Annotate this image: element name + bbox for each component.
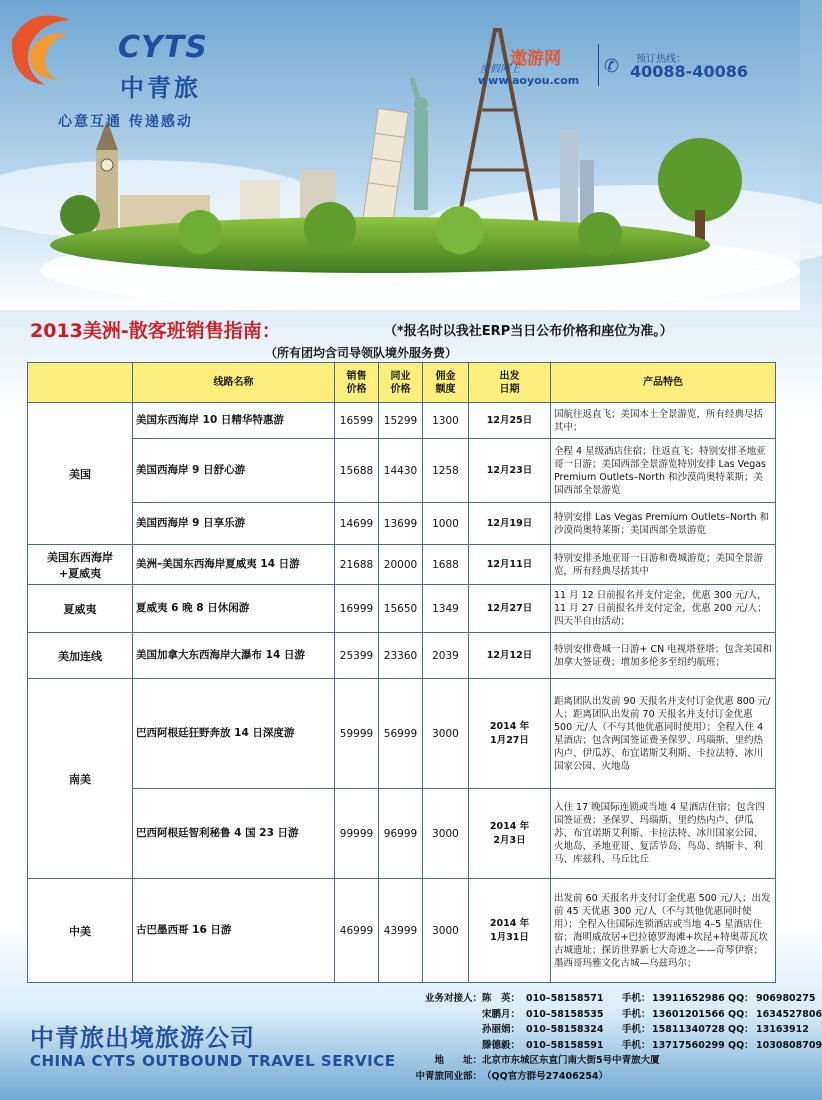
contact-qq[interactable]: 13163912 xyxy=(756,1024,809,1035)
header-route: 线路名称 xyxy=(133,363,335,403)
contact-tel[interactable]: 010–58158535 xyxy=(526,1008,604,1020)
logo-text-cn: 中青旅 xyxy=(120,74,201,102)
route-name: 美国西海岸 9 日舒心游 xyxy=(133,439,335,503)
departure-date: 12月11日 xyxy=(469,545,551,585)
route-name: 美洲–美国东西海岸夏威夷 14 日游 xyxy=(133,545,335,585)
contact-qq[interactable]: 1030808709 xyxy=(756,1039,822,1051)
departure-date: 12月19日 xyxy=(469,503,551,545)
route-name: 夏威夷 6 晚 8 日休闲游 xyxy=(133,585,335,633)
table-row xyxy=(28,439,776,503)
features: 距离团队出发前 90 天报名并支付订金优惠 800 元/人；距离团队出发前 70 天报名并支付订金优惠 500 元/人（不与其他优惠同时使用）；全程入住 4 星酒店；包含两国签证费圣保罗、玛瑙斯、里约热内卢、伊瓜苏、布宜诺斯艾利斯、卡拉法特、冰川国家公园、火地岛 xyxy=(551,679,776,789)
contact-name: 宋鹏月： xyxy=(482,1008,521,1020)
phone-icon: ✆ xyxy=(604,56,620,77)
mobile-label: 手机： xyxy=(622,1039,651,1051)
route-name: 巴西阿根廷狂野奔放 14 日深度游 xyxy=(133,679,335,789)
route-name: 美国东西海岸 10 日精华特惠游 xyxy=(133,403,335,439)
route-name: 美国加拿大东西海岸大瀑布 14 日游 xyxy=(133,633,335,679)
route-name: 美国西海岸 9 日享乐游 xyxy=(133,503,335,545)
contact-name: 陈 英： xyxy=(482,993,521,1004)
contact-mobile[interactable]: 13717560299 xyxy=(652,1039,725,1051)
peer-price: 14430 xyxy=(379,439,423,503)
departure-date: 12月23日 xyxy=(469,439,551,503)
peer-price: 23360 xyxy=(379,633,423,679)
header-peer: 同业 价格 xyxy=(379,363,423,403)
qq-label: QQ： xyxy=(728,993,754,1004)
contact-mobile[interactable]: 13911652986 xyxy=(652,993,725,1004)
contact-tel[interactable]: 010–58158591 xyxy=(526,1039,604,1051)
commission: 3000 xyxy=(423,789,469,879)
header-commission: 佣金 额度 xyxy=(423,363,469,403)
sale-price: 16599 xyxy=(335,403,379,439)
region-cell: 夏威夷 xyxy=(28,585,133,633)
region-cell: 美国东西海岸 +夏威夷 xyxy=(28,545,133,585)
qq-label: QQ： xyxy=(728,1024,754,1035)
commission: 1258 xyxy=(423,439,469,503)
peer-price: 56999 xyxy=(379,679,423,789)
commission: 1349 xyxy=(423,585,469,633)
company-name-en: CHINA CYTS OUTBOUND TRAVEL SERVICE xyxy=(30,1052,396,1070)
commission: 2039 xyxy=(423,633,469,679)
mobile-label: 手机： xyxy=(622,1024,651,1035)
route-name: 巴西阿根廷智利秘鲁 4 国 23 日游 xyxy=(133,789,335,879)
table-row xyxy=(28,879,776,983)
sale-price: 25399 xyxy=(335,633,379,679)
table-row xyxy=(28,633,776,679)
group-qq: （QQ官方群号27406254） xyxy=(482,1070,609,1082)
peer-price: 20000 xyxy=(379,545,423,585)
group-label: 中青旅同业部： xyxy=(415,1070,482,1082)
features: 特别安排圣地亚哥一日游和费城游览；美国全景游览，所有经典尽括其中 xyxy=(551,545,776,585)
aoyou-brand: 遨游网 xyxy=(510,49,561,69)
header-region xyxy=(28,363,133,403)
table-header-row xyxy=(28,363,776,403)
contact-block xyxy=(410,990,822,1083)
page-title: 2013美洲-散客班销售指南： xyxy=(30,320,281,342)
aoyou-tagline: 度假网上 xyxy=(480,64,520,75)
contact-tel[interactable]: 010–58158324 xyxy=(526,1024,604,1035)
sale-price: 59999 xyxy=(335,679,379,789)
group-row xyxy=(410,1068,822,1084)
hotline-label: 预订热线： xyxy=(636,54,686,65)
hero-banner xyxy=(0,0,800,310)
header-divider xyxy=(598,44,599,86)
qq-label: QQ： xyxy=(728,1008,754,1020)
contact-row xyxy=(410,990,822,1006)
features: 入住 17 晚国际连锁或当地 4 星酒店住宿；包含四国签证费；圣保罗、玛瑙斯、里约热内卢、伊瓜苏、布宜诺斯艾利斯、卡拉法特、冰川国家公园、火地岛、圣地亚哥、复活节岛、鸟岛、纳斯卡、利马、库兹科、马丘比丘 xyxy=(551,789,776,879)
features: 特别安排 Las Vegas Premium Outlets–North 和沙漠尚奥特莱斯；美国西部全景游览 xyxy=(551,503,776,545)
region-cell: 美加连线 xyxy=(28,633,133,679)
aoyou-url[interactable]: www.aoyou.com xyxy=(478,74,580,87)
table-row xyxy=(28,545,776,585)
peer-price: 43999 xyxy=(379,879,423,983)
region-cell: 美国 xyxy=(28,403,133,545)
features: 11 月 12 日前报名并支付定金，优惠 300 元/人，11 月 27 日前报名并支付定金，优惠 200 元/人；四天半自由活动； xyxy=(551,585,776,633)
sale-price: 16999 xyxy=(335,585,379,633)
table-row xyxy=(28,503,776,545)
commission: 3000 xyxy=(423,679,469,789)
table-row xyxy=(28,585,776,633)
commission: 1688 xyxy=(423,545,469,585)
departure-date: 2014 年 1月31日 xyxy=(469,879,551,983)
sale-price: 15688 xyxy=(335,439,379,503)
contact-label: 业务对接人： xyxy=(424,993,482,1004)
commission: 1000 xyxy=(423,503,469,545)
sale-price: 14699 xyxy=(335,503,379,545)
address-row xyxy=(410,1052,822,1068)
departure-date: 2014 年 1月27日 xyxy=(469,679,551,789)
table-row xyxy=(28,789,776,879)
commission: 1300 xyxy=(423,403,469,439)
mobile-label: 手机： xyxy=(622,1008,651,1020)
company-name-cn: 中青旅出境旅游公司 xyxy=(30,1024,255,1052)
mobile-label: 手机： xyxy=(622,993,651,1004)
hotline-number[interactable]: 40088-40086 xyxy=(630,62,748,81)
peer-price: 13699 xyxy=(379,503,423,545)
departure-date: 12月25日 xyxy=(469,403,551,439)
features: 全程 4 星级酒店住宿；往返直飞；特别安排圣地亚哥一日游；美国西部全景游览特别安排 Las Vegas Premium Outlets–North 和沙漠尚奥特莱斯；美国西部全景游览 xyxy=(551,439,776,503)
peer-price: 96999 xyxy=(379,789,423,879)
address-text: 北京市东城区东直门南大街5号中青旅大厦 xyxy=(482,1055,660,1066)
departure-date: 12月27日 xyxy=(469,585,551,633)
sale-price: 21688 xyxy=(335,545,379,585)
price-note: （*报名时以我社ERP当日公布价格和座位为准。） xyxy=(384,324,673,339)
region-cell: 南美 xyxy=(28,679,133,879)
contact-mobile[interactable]: 15811340728 xyxy=(652,1024,725,1035)
contact-row xyxy=(410,1006,822,1022)
contact-name: 孙丽娟： xyxy=(482,1024,521,1035)
peer-price: 15299 xyxy=(379,403,423,439)
sale-price: 46999 xyxy=(335,879,379,983)
service-note: （所有团均含司导领队境外服务费） xyxy=(265,346,458,360)
route-table xyxy=(27,362,776,983)
contact-row xyxy=(410,1021,822,1037)
departure-date: 12月12日 xyxy=(469,633,551,679)
departure-date: 2014 年 2月3日 xyxy=(469,789,551,879)
contact-mobile[interactable]: 13601201566 xyxy=(652,1008,725,1020)
slogan: 心意互通 传递感动 xyxy=(58,114,193,130)
contact-qq[interactable]: 906980275 xyxy=(756,993,816,1004)
sale-price: 99999 xyxy=(335,789,379,879)
region-cell: 中美 xyxy=(28,879,133,983)
features: 特别安排费城一日游+ CN 电视塔登塔；包含美国和加拿大签证费；增加多伦多至纽约航班； xyxy=(551,633,776,679)
peer-price: 15650 xyxy=(379,585,423,633)
header-departure: 出发 日期 xyxy=(469,363,551,403)
table-row xyxy=(28,679,776,789)
contact-row xyxy=(410,1037,822,1053)
address-label: 地 址： xyxy=(434,1055,482,1066)
logo-text-en: CYTS xyxy=(118,30,208,65)
features: 出发前 60 天报名并支付订金优惠 500 元/人；出发前 45 天优惠 300 元/人（不与其他优惠同时使用）；全程入住国际连锁酒店或当地 4–5 星酒店住宿；海明威故居+巴拉德罗海滩+坎昆+特奥蒂瓦坎古城遗址；探访世界新七大奇迹之——奇琴伊察；墨西哥玛雅文化古城—乌兹玛尔； xyxy=(551,879,776,983)
header-features: 产品特色 xyxy=(551,363,776,403)
features: 国航往返直飞；美国本土全景游览，所有经典尽括其中； xyxy=(551,403,776,439)
qq-label: QQ： xyxy=(728,1039,754,1051)
contact-qq[interactable]: 1634527806 xyxy=(756,1008,822,1020)
route-name: 古巴墨西哥 16 日游 xyxy=(133,879,335,983)
table-row xyxy=(28,403,776,439)
commission: 3000 xyxy=(423,879,469,983)
contact-name: 滕德毅： xyxy=(482,1039,521,1051)
contact-tel[interactable]: 010–58158571 xyxy=(526,993,604,1004)
header-sale: 销售 价格 xyxy=(335,363,379,403)
